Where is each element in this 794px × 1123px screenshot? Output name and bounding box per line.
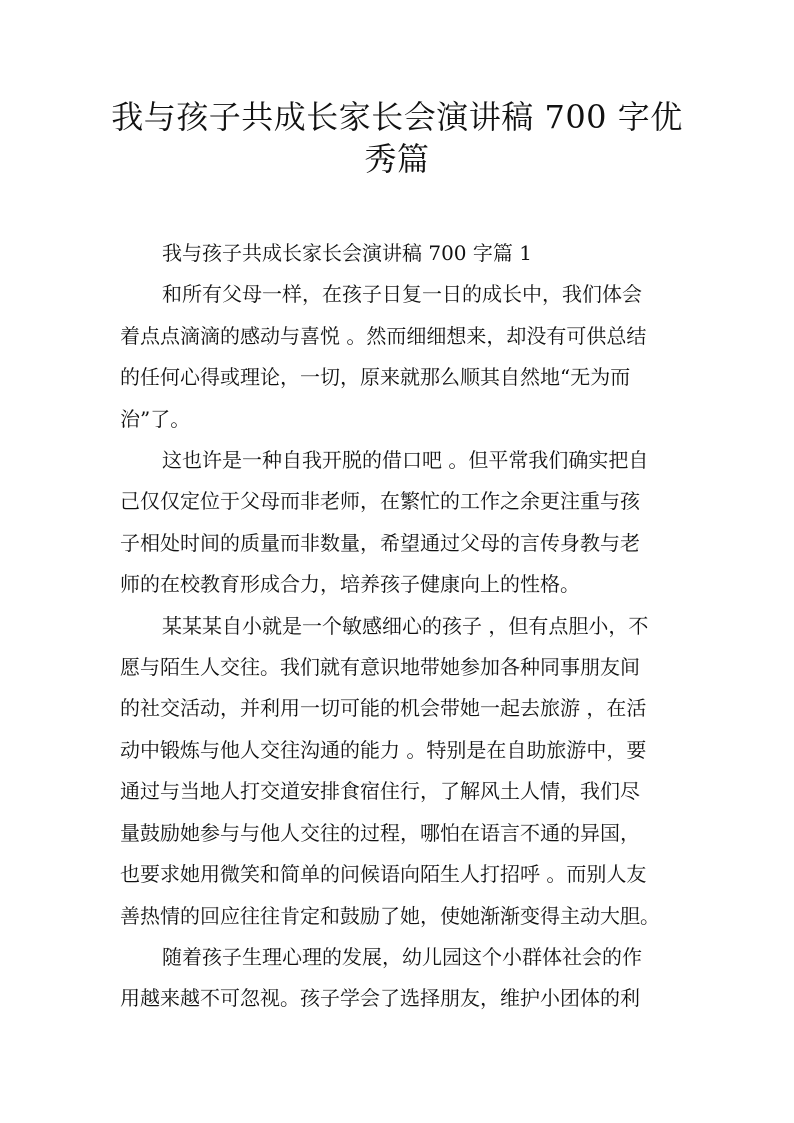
text-line: 善热情的回应往往肯定和鼓励了她，使她渐渐变得主动大胆。 — [120, 903, 660, 928]
text-line: 某某某自小就是一个敏感细心的孩子 ，但有点胆小，不 — [162, 613, 649, 638]
text-line: 和所有父母一样，在孩子日复一日的成长中，我们体会 — [162, 282, 642, 307]
text-line: 的任何心得或理论，一切，原来就那么顺其自然地“无为而 — [120, 365, 631, 390]
text-line: 的社交活动，并利用一切可能的机会带她一起去旅游 ，在活 — [120, 696, 647, 721]
title-line-1: 我与孩子共成长家长会演讲稿 700 字优 — [111, 98, 683, 136]
paragraph-3 — [120, 606, 676, 937]
text-line: 用越来越不可忽视。孩子学会了选择朋友，维护小团体的利 — [120, 986, 640, 1011]
text-line: 愿与陌生人交往。我们就有意识地带她参加各种同事朋友间 — [120, 655, 640, 680]
text-line: 随着孩子生理心理的发展，幼儿园这个小群体社会的作 — [162, 944, 642, 969]
text-line: 通过与当地人打交道安排食宿住行，了解风土人情，我们尽 — [120, 779, 640, 804]
text-line: 着点点滴滴的感动与喜悦 。然而细细想来，却没有可供总结 — [120, 323, 647, 348]
text-line: 子相处时间的质量而非数量，希望通过父母的言传身教与老 — [120, 530, 640, 555]
paragraph-1 — [120, 274, 676, 440]
text-line: 己仅仅定位于父母而非老师，在繁忙的工作之余更注重与孩 — [120, 489, 640, 514]
text-line: 师的在校教育形成合力，培养孩子健康向上的性格。 — [120, 572, 580, 597]
section-heading: 我与孩子共成长家长会演讲稿 700 字篇 1 — [162, 241, 532, 265]
paragraph-2 — [120, 440, 676, 606]
title-line-2: 秀篇 — [364, 140, 430, 178]
text-line: 动中锻炼与他人交往沟通的能力 。特别是在自助旅游中，要 — [120, 737, 647, 762]
text-line: 治”了。 — [120, 406, 191, 431]
paragraph-4 — [120, 937, 676, 1020]
document-title — [110, 96, 684, 180]
text-line: 这也许是一种自我开脱的借口吧 。但平常我们确实把自 — [162, 448, 649, 473]
text-line: 量鼓励她参与与他人交往的过程，哪怕在语言不通的异国， — [120, 820, 640, 845]
document-body — [120, 233, 676, 1020]
text-line: 也要求她用微笑和简单的问候语向陌生人打招呼 。而别人友 — [120, 862, 647, 887]
